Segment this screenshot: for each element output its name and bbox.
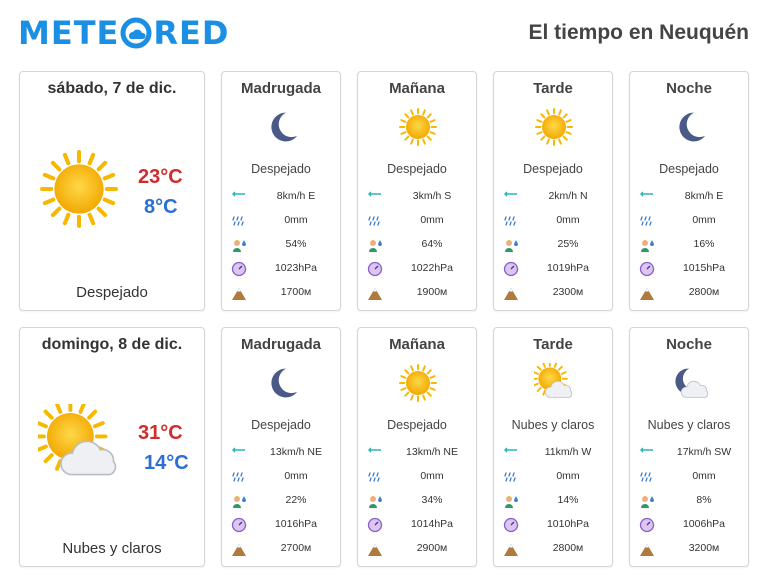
stat-humidity [494, 490, 612, 514]
period-description: Despejado [659, 162, 719, 176]
stat-wind-value: 8km/h E [684, 190, 724, 202]
wind-icon [503, 445, 519, 461]
stat-freezing [358, 282, 476, 306]
stat-pressure [222, 514, 340, 538]
day-summary-card[interactable] [19, 327, 205, 567]
stat-wind-value: 13km/h NE [406, 446, 458, 458]
period-name: Madrugada [240, 336, 321, 353]
stat-wind [630, 442, 748, 466]
period-stats [494, 186, 612, 306]
max-temperature: 23°C [138, 166, 183, 188]
mountain-freezing-level-icon [367, 285, 383, 301]
period-description: Nubes y claros [647, 418, 731, 432]
period-description: Despejado [387, 418, 447, 432]
moon-cloud-icon [670, 363, 710, 403]
moon-icon [262, 107, 302, 147]
min-temperature: 14°C [144, 452, 189, 474]
mountain-freezing-level-icon [231, 285, 247, 301]
stat-wind-value: 2km/h N [548, 190, 588, 202]
stat-pressure-value: 1010hPa [546, 518, 590, 530]
rain-icon [231, 213, 247, 229]
day-date: domingo, 8 de dic. [41, 336, 183, 353]
stat-wind [358, 186, 476, 210]
rain-icon [367, 213, 383, 229]
period-description: Nubes y claros [511, 418, 595, 432]
humidity-icon [367, 493, 383, 509]
stat-humidity [358, 490, 476, 514]
stat-freezing-value: 3200м [688, 542, 720, 554]
sun-cloud-icon [534, 363, 574, 403]
period-card-noche[interactable] [629, 71, 749, 311]
stat-rain-value: 0mm [556, 470, 580, 482]
rain-icon [231, 469, 247, 485]
wind-icon [367, 445, 383, 461]
humidity-icon [367, 237, 383, 253]
pressure-gauge-icon [639, 517, 655, 533]
stat-wind [494, 186, 612, 210]
stat-pressure [630, 514, 748, 538]
wind-icon [503, 189, 519, 205]
period-card-tarde[interactable] [493, 327, 613, 567]
stat-wind-value: 17km/h SW [676, 446, 732, 458]
day-row [19, 327, 750, 567]
period-stats [630, 442, 748, 562]
stat-wind-value: 8km/h E [276, 190, 316, 202]
sun-icon [398, 107, 438, 147]
stat-rain-value: 0mm [284, 470, 308, 482]
rain-icon [367, 469, 383, 485]
sun-icon [398, 363, 438, 403]
stat-pressure [494, 258, 612, 282]
stat-freezing-value: 2300м [552, 286, 584, 298]
wind-icon [231, 189, 247, 205]
period-name: Mañana [389, 336, 445, 353]
stat-freezing-value: 1700м [280, 286, 312, 298]
stat-rain [222, 466, 340, 490]
pressure-gauge-icon [231, 261, 247, 277]
period-description: Despejado [251, 418, 311, 432]
stat-freezing-value: 2900м [416, 542, 448, 554]
stat-rain [494, 210, 612, 234]
stat-freezing-value: 1900м [416, 286, 448, 298]
stat-rain-value: 0mm [692, 470, 716, 482]
stat-pressure [494, 514, 612, 538]
stat-wind [494, 442, 612, 466]
stat-humidity [222, 490, 340, 514]
max-temperature: 31°C [138, 422, 183, 444]
stat-rain-value: 0mm [556, 214, 580, 226]
period-stats [358, 186, 476, 306]
stat-pressure-value: 1014hPa [410, 518, 454, 530]
period-stats [222, 442, 340, 562]
stat-pressure-value: 1006hPa [682, 518, 726, 530]
sun-icon [534, 107, 574, 147]
stat-humidity-value: 34% [421, 494, 443, 506]
stat-freezing [222, 538, 340, 562]
humidity-icon [503, 493, 519, 509]
rain-icon [639, 469, 655, 485]
period-name: Noche [666, 80, 712, 97]
pressure-gauge-icon [367, 517, 383, 533]
stat-pressure-value: 1022hPa [410, 262, 454, 274]
stat-pressure-value: 1023hPa [274, 262, 318, 274]
stat-humidity-value: 8% [696, 494, 712, 506]
stat-freezing-value: 2800м [688, 286, 720, 298]
stat-wind [222, 442, 340, 466]
stat-humidity [222, 234, 340, 258]
stat-humidity-value: 22% [285, 494, 307, 506]
stat-rain [358, 466, 476, 490]
wind-icon [639, 445, 655, 461]
stat-wind [222, 186, 340, 210]
stat-humidity-value: 14% [557, 494, 579, 506]
stat-humidity [630, 490, 748, 514]
period-stats [494, 442, 612, 562]
humidity-icon [503, 237, 519, 253]
period-name: Mañana [389, 80, 445, 97]
stat-wind [358, 442, 476, 466]
period-card-madrugada[interactable] [221, 327, 341, 567]
wind-icon [639, 189, 655, 205]
period-description: Despejado [387, 162, 447, 176]
stat-pressure [358, 258, 476, 282]
stat-rain [630, 210, 748, 234]
period-description: Despejado [251, 162, 311, 176]
stat-rain [358, 210, 476, 234]
min-temperature: 8°C [144, 196, 178, 218]
period-name: Tarde [533, 80, 573, 97]
header [0, 0, 777, 66]
stat-wind-value: 3km/h S [412, 190, 452, 202]
period-stats [358, 442, 476, 562]
stat-humidity-value: 54% [285, 238, 307, 250]
moon-icon [262, 363, 302, 403]
sun-icon [38, 148, 120, 230]
stat-pressure-value: 1016hPa [274, 518, 318, 530]
stat-wind [630, 186, 748, 210]
period-card-madrugada[interactable] [221, 71, 341, 311]
stat-freezing [494, 282, 612, 306]
day-description: Nubes y claros [62, 540, 162, 557]
stat-rain-value: 0mm [692, 214, 716, 226]
stat-wind-value: 11km/h W [544, 446, 592, 458]
stat-rain [222, 210, 340, 234]
stat-humidity-value: 25% [557, 238, 579, 250]
stat-freezing [222, 282, 340, 306]
stat-rain-value: 0mm [420, 214, 444, 226]
stat-rain [494, 466, 612, 490]
period-card-tarde[interactable] [493, 71, 613, 311]
mountain-freezing-level-icon [639, 541, 655, 557]
stat-rain [630, 466, 748, 490]
logo-text-right: RED [153, 14, 230, 52]
stat-pressure [222, 258, 340, 282]
stat-humidity [494, 234, 612, 258]
pressure-gauge-icon [639, 261, 655, 277]
stat-freezing [630, 282, 748, 306]
period-name: Madrugada [240, 80, 321, 97]
mountain-freezing-level-icon [503, 285, 519, 301]
stat-freezing [494, 538, 612, 562]
page-title: El tiempo en Neuquén [528, 21, 749, 44]
stat-humidity [358, 234, 476, 258]
stat-freezing [630, 538, 748, 562]
sun-cloud-icon [38, 404, 120, 486]
wind-icon [231, 445, 247, 461]
stat-humidity [630, 234, 748, 258]
period-card-noche[interactable] [629, 327, 749, 567]
humidity-icon [231, 237, 247, 253]
period-card-manana[interactable] [357, 71, 477, 311]
stat-pressure [358, 514, 476, 538]
logo-text-left: METE [18, 14, 120, 52]
humidity-icon [639, 237, 655, 253]
day-date: sábado, 7 de dic. [47, 80, 177, 97]
period-stats [630, 186, 748, 306]
mountain-freezing-level-icon [367, 541, 383, 557]
stat-freezing-value: 2700м [280, 542, 312, 554]
stat-humidity-value: 16% [693, 238, 715, 250]
day-description: Despejado [76, 284, 148, 301]
pressure-gauge-icon [367, 261, 383, 277]
stat-freezing-value: 2800м [552, 542, 584, 554]
mountain-freezing-level-icon [639, 285, 655, 301]
rain-icon [503, 213, 519, 229]
rain-icon [503, 469, 519, 485]
stat-pressure-value: 1019hPa [546, 262, 590, 274]
logo-cloud-icon [120, 17, 152, 49]
day-summary-card[interactable] [19, 71, 205, 311]
period-card-manana[interactable] [357, 327, 477, 567]
pressure-gauge-icon [231, 517, 247, 533]
stat-rain-value: 0mm [284, 214, 308, 226]
stat-rain-value: 0mm [420, 470, 444, 482]
stat-humidity-value: 64% [421, 238, 443, 250]
humidity-icon [639, 493, 655, 509]
wind-icon [367, 189, 383, 205]
moon-icon [670, 107, 710, 147]
meteored-logo[interactable] [18, 15, 229, 51]
stat-freezing [358, 538, 476, 562]
stat-wind-value: 13km/h NE [270, 446, 322, 458]
mountain-freezing-level-icon [231, 541, 247, 557]
pressure-gauge-icon [503, 517, 519, 533]
pressure-gauge-icon [503, 261, 519, 277]
day-row [19, 71, 750, 311]
stat-pressure [630, 258, 748, 282]
period-stats [222, 186, 340, 306]
humidity-icon [231, 493, 247, 509]
mountain-freezing-level-icon [503, 541, 519, 557]
period-description: Despejado [523, 162, 583, 176]
period-name: Noche [666, 336, 712, 353]
period-name: Tarde [533, 336, 573, 353]
stat-pressure-value: 1015hPa [682, 262, 726, 274]
rain-icon [639, 213, 655, 229]
